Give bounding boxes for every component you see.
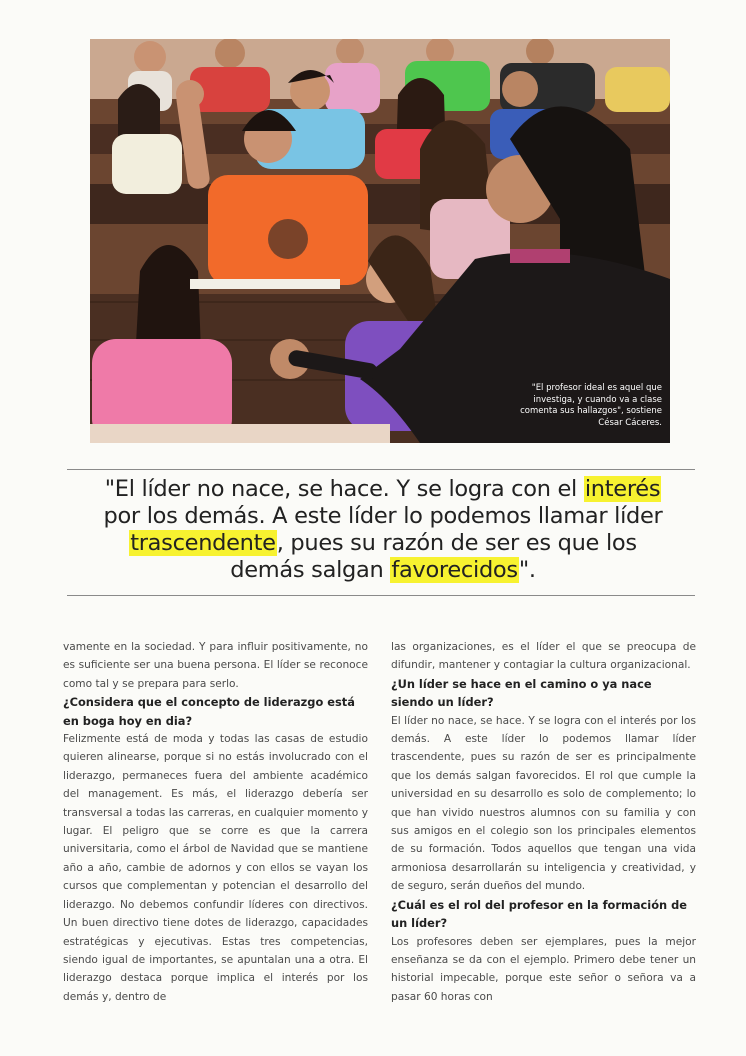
quote-text-4: ".: [518, 557, 536, 583]
pull-quote: [100, 476, 666, 584]
classroom-photo: [90, 39, 670, 443]
quote-highlight-interes: interés: [584, 476, 661, 502]
quote-top-rule: [67, 469, 695, 470]
quote-text-2: por los demás. A este líder lo podemos llamar líder: [103, 503, 663, 529]
right-paragraph-1: las organizaciones, es el líder el que se preocupa de difundir, mantener y contagiar la cultura organizacional.: [391, 641, 696, 672]
right-column: [391, 638, 696, 1006]
right-paragraph-3: Los profesores deben ser ejemplares, pues la mejor enseñanza se da con el ejemplo. Primero debe tener un historial impecable, porque este señor o señora va a pasar 60 horas con: [391, 935, 696, 1003]
right-paragraph-2: El líder no nace, se hace. Y se logra con el interés por los demás. A este líder lo podemos llamar líder trascendente, pues su razón de ser es principalmente que los demás salgan favorecidos. El rol que cumple la universidad en su desarrollo es solo de complemento; lo que han vivido nuestros alumnos con su familia y con sus amigos en el colegio son los principales elementos de su formación. Todos aquellos que tengan una vida armoniosa desarrollarán su inteligencia y creatividad, y de seguro, serán dueños del mundo.: [391, 714, 696, 893]
left-paragraph-1: vamente en la sociedad. Y para influir positivamente, no es suficiente ser una buena persona. El líder se reconoce como tal y se prepara para serlo.: [63, 641, 368, 690]
quote-text-3: , pues su razón de ser es que los demás salgan: [230, 530, 637, 583]
quote-text-1: "El líder no nace, se hace. Y se logra con el: [104, 476, 584, 502]
left-paragraph-2: Felizmente está de moda y todas las casas de estudio quieren alinearse, porque si no estás involucrado con el liderazgo, permaneces fuera del ambiente académico del management. Es más, el liderazgo debería ser transversal a todas las carreras, en cualquier momento y lugar. El peligro que se corre es que la carrera universitaria, como el árbol de Navidad que se mantiene año a año, cambie de adornos y con ellos se vayan los cursos que complementan y potencian el desarrollo del liderazgo. No debemos confundir líderes con directivos. Un buen directivo tiene dotes de liderazgo, capacidades estratégicas y ejecutivas. Estas tres competencias, siendo igual de importantes, se apuntalan una a otra. El liderazgo destaca porque implica el interés por los demás y, dentro de: [63, 733, 368, 1003]
right-question-1: ¿Un líder se hace en el camino o ya nace siendo un líder?: [391, 676, 652, 710]
left-question-1: ¿Considera que el concepto de liderazgo está en boga hoy en dia?: [63, 695, 355, 728]
quote-bottom-rule: [67, 595, 695, 596]
right-question-2: ¿Cuál es el rol del profesor en la formación de un líder?: [391, 897, 687, 931]
photo-caption: "El profesor ideal es aquel que investiga, y cuando va a clase comenta sus hallazgos", sostiene César Cáceres.: [520, 383, 662, 428]
quote-highlight-favorecidos: favorecidos: [391, 557, 518, 583]
left-column: [63, 638, 368, 1006]
quote-highlight-trascendente: trascendente: [130, 530, 276, 556]
